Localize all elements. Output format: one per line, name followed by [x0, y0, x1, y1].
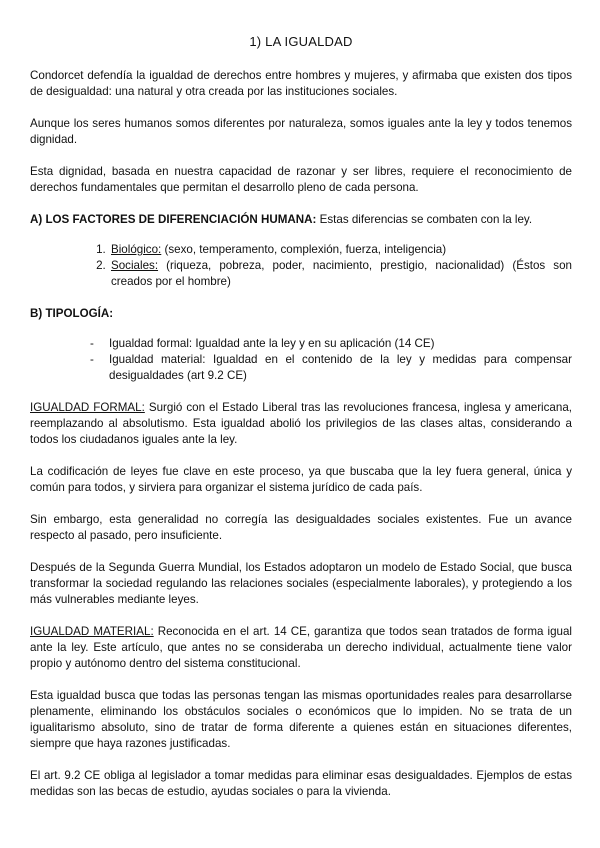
- list-item: - Igualdad formal: Igualdad ante la ley y en su aplicación (14 CE): [90, 336, 572, 352]
- igualdad-formal-label: IGUALDAD FORMAL:: [30, 401, 145, 414]
- list-item-text: (sexo, temperamento, complexión, fuerza, inteligencia): [161, 243, 447, 256]
- paragraph-igualdad-formal: [30, 400, 572, 448]
- list-item-label: Biológico:: [111, 243, 162, 256]
- igualdad-material-label: IGUALDAD MATERIAL:: [30, 625, 154, 638]
- list-item: [109, 258, 572, 290]
- paragraph-igualdad-material: [30, 624, 572, 672]
- paragraph-codificacion: La codificación de leyes fue clave en este proceso, ya que buscaba que la ley fuera general, única y común para todos, y sirviera para organizar el sistema jurídico de cada país.: [30, 465, 572, 494]
- section-a-heading: A) LOS FACTORES DE DIFERENCIACIÓN HUMANA:: [30, 213, 317, 226]
- page-title: 1) LA IGUALDAD: [249, 34, 353, 49]
- document-page: [30, 34, 572, 816]
- paragraph-condorcet: Condorcet defendía la igualdad de derechos entre hombres y mujeres, y afirmaba que existen dos tipos de desigualdad: una natural y otra creada por las instituciones sociales.: [30, 69, 572, 98]
- igualdad-material-text: Reconocida en el art. 14 CE, garantiza que todos sean tratados de forma igual ante la ley. Este artículo, que antes no se consideraba un derecho individual, actualmente tiene valor propio y autónomo dentro del sistema constitucional.: [30, 625, 572, 670]
- paragraph-sin-embargo: Sin embargo, esta generalidad no corregía las desigualdades sociales existentes. Fue un avance respecto al pasado, pero insuficiente.: [30, 513, 572, 542]
- list-item-text: (riqueza, pobreza, poder, nacimiento, prestigio, nacionalidad) (Éstos son creados por el hombre): [111, 259, 572, 288]
- paragraph-estado-social: Después de la Segunda Guerra Mundial, los Estados adoptaron un modelo de Estado Social, que busca transformar la sociedad regulando las relaciones sociales (especialmente laborales), y protegiendo a los más vulnerables mediante leyes.: [30, 561, 572, 606]
- section-a-text: Estas diferencias se combaten con la ley.: [316, 213, 533, 226]
- list-item: [109, 242, 572, 258]
- section-b-heading: B) TIPOLOGÍA:: [30, 307, 114, 320]
- paragraph-oportunidades: Esta igualdad busca que todas las personas tengan las mismas oportunidades reales para desarrollarse plenamente, eliminando los obstáculos sociales o económicos que lo impiden. No se trata de un igualitarismo absoluto, sino de tratar de forma diferente a quienes están en situaciones diferentes, siempre que haya razones justificadas.: [30, 689, 572, 750]
- factores-list: [30, 242, 572, 290]
- list-item: - Igualdad material: Igualdad en el contenido de la ley y medidas para compensar desigualdades (art 9.2 CE): [90, 352, 572, 384]
- paragraph-naturaleza: Aunque los seres humanos somos diferentes por naturaleza, somos iguales ante la ley y todos tenemos dignidad.: [30, 117, 572, 146]
- tipologia-list: [30, 336, 572, 384]
- paragraph-dignidad: Esta dignidad, basada en nuestra capacidad de razonar y ser libres, requiere el reconocimiento de derechos fundamentales que permitan el desarrollo pleno de cada persona.: [30, 165, 572, 194]
- igualdad-formal-text: Surgió con el Estado Liberal tras las revoluciones francesa, inglesa y americana, reemplazando al absolutismo. Esta igualdad abolió los privilegios de las clases altas, considerando a todos los ciudadanos iguales ante la ley.: [30, 401, 572, 446]
- paragraph-art-9-2: El art. 9.2 CE obliga al legislador a tomar medidas para eliminar esas desigualdades. Ejemplos de estas medidas son las becas de estudio, ayudas sociales o para la vivienda.: [30, 769, 572, 798]
- list-item-label: Sociales:: [111, 259, 159, 272]
- section-a-intro: [30, 212, 572, 228]
